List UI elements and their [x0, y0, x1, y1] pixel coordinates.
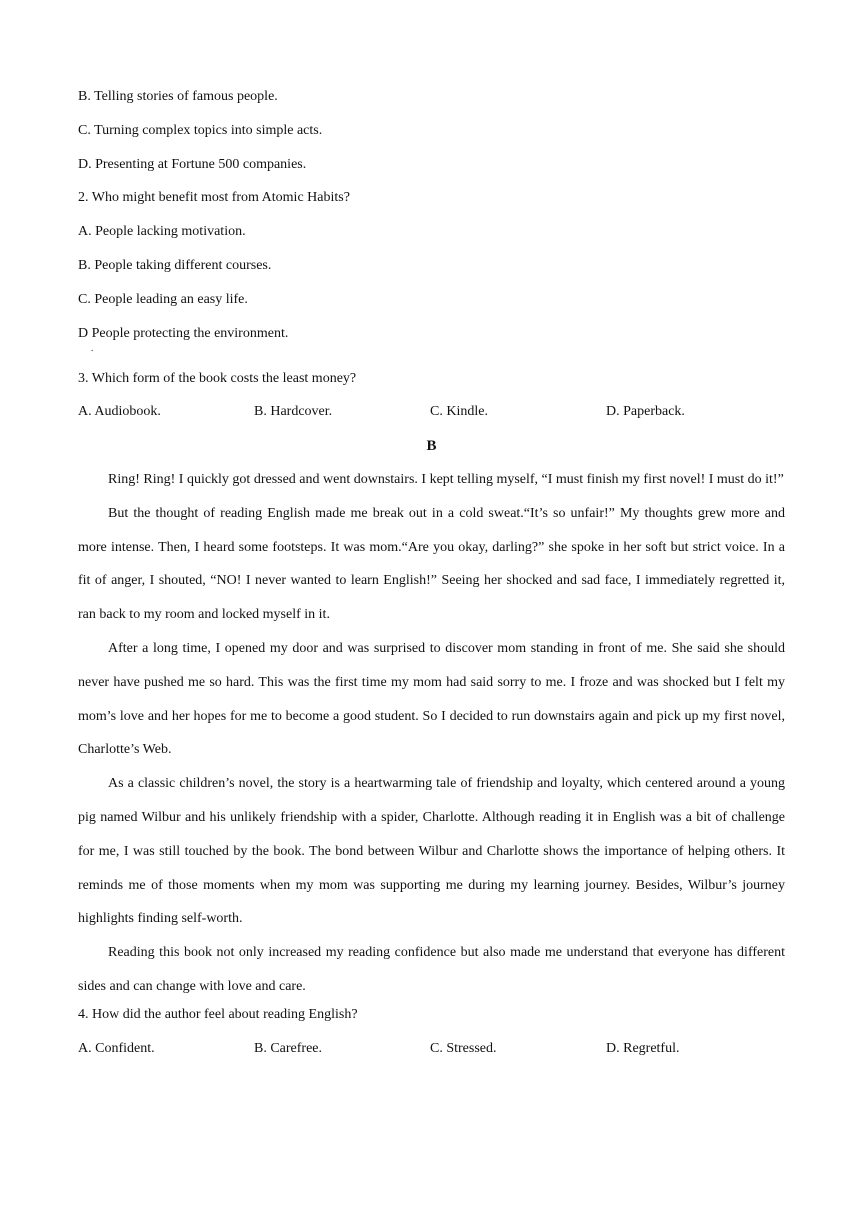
q4-option-a: A. Confident.	[78, 1040, 155, 1056]
q3-question: 3. Which form of the book costs the least money?	[78, 370, 357, 386]
document-page	[78, 86, 785, 1071]
q2-option-b: B. People taking different courses.	[78, 257, 272, 273]
q4-question: 4. How did the author feel about reading English?	[78, 1006, 358, 1022]
q3-option-a: A. Audiobook.	[78, 404, 161, 420]
section-b-title: B	[426, 438, 437, 455]
q2-option-c: C. People leading an easy life.	[78, 291, 248, 307]
q4-option-d: D. Regretful.	[606, 1040, 680, 1056]
passage-paragraph-2: But the thought of reading English made me break out in a cold sweat.“It’s so unfair!” My thoughts grew more and more intense. Then, I heard some footsteps. It was mom.“Are you okay, darling?” she spoke in her soft but strict voice. In a fit of anger, I shouted, “NO! I never wanted to learn English!” Seeing her shocked and sad face, I immediately regretted it, ran back to my room and locked myself in it.	[78, 505, 785, 623]
q2-option-a: A. People lacking motivation.	[78, 224, 246, 240]
q4-option-b: B. Carefree.	[254, 1040, 323, 1056]
stray-mark: .	[91, 343, 94, 353]
q1-option-b: B. Telling stories of famous people.	[78, 89, 278, 104]
passage-paragraph-3: After a long time, I opened my door and was surprised to discover mom standing in front of me. She said she should never have pushed me so hard. This was the first time my mom had said sorry to me. I froze and was shocked but I felt my mom’s love and her hopes for me to become a good student. So I decided to run downstairs again and pick up my first novel, Charlotte’s Web.	[78, 640, 785, 758]
q4-option-c: C. Stressed.	[430, 1040, 497, 1056]
q3-option-c: C. Kindle.	[430, 404, 488, 420]
q3-option-b: B. Hardcover.	[254, 404, 333, 420]
passage-paragraph-4: As a classic children’s novel, the story is a heartwarming tale of friendship and loyalty, which centered around a young pig named Wilbur and his unlikely friendship with a spider, Charlotte. Although reading it in English was a bit of challenge for me, I was still touched by the book. The bond between Wilbur and Charlotte shows the importance of helping others. It reminds me of those moments when my mom was supporting me during my learning journey. Besides, Wilbur’s journey highlights finding self-worth.	[78, 776, 785, 927]
q4-options	[78, 1038, 785, 1072]
passage-paragraph-5: Reading this book not only increased my reading confidence but also made me understand that everyone has different sides and can change with love and care.	[78, 945, 785, 994]
q2-option-d: D People protecting the environment.	[78, 325, 289, 341]
q3-option-d: D. Paperback.	[606, 404, 685, 420]
q1-option-c: C. Turning complex topics into simple acts.	[78, 122, 323, 138]
passage-paragraph-1: Ring! Ring! I quickly got dressed and went downstairs. I kept telling myself, “I must finish my first novel! I must do it!”	[108, 471, 784, 487]
q2-question: 2. Who might benefit most from Atomic Habits?	[78, 190, 350, 206]
q3-options	[78, 401, 785, 435]
q1-option-d: D. Presenting at Fortune 500 companies.	[78, 156, 307, 172]
